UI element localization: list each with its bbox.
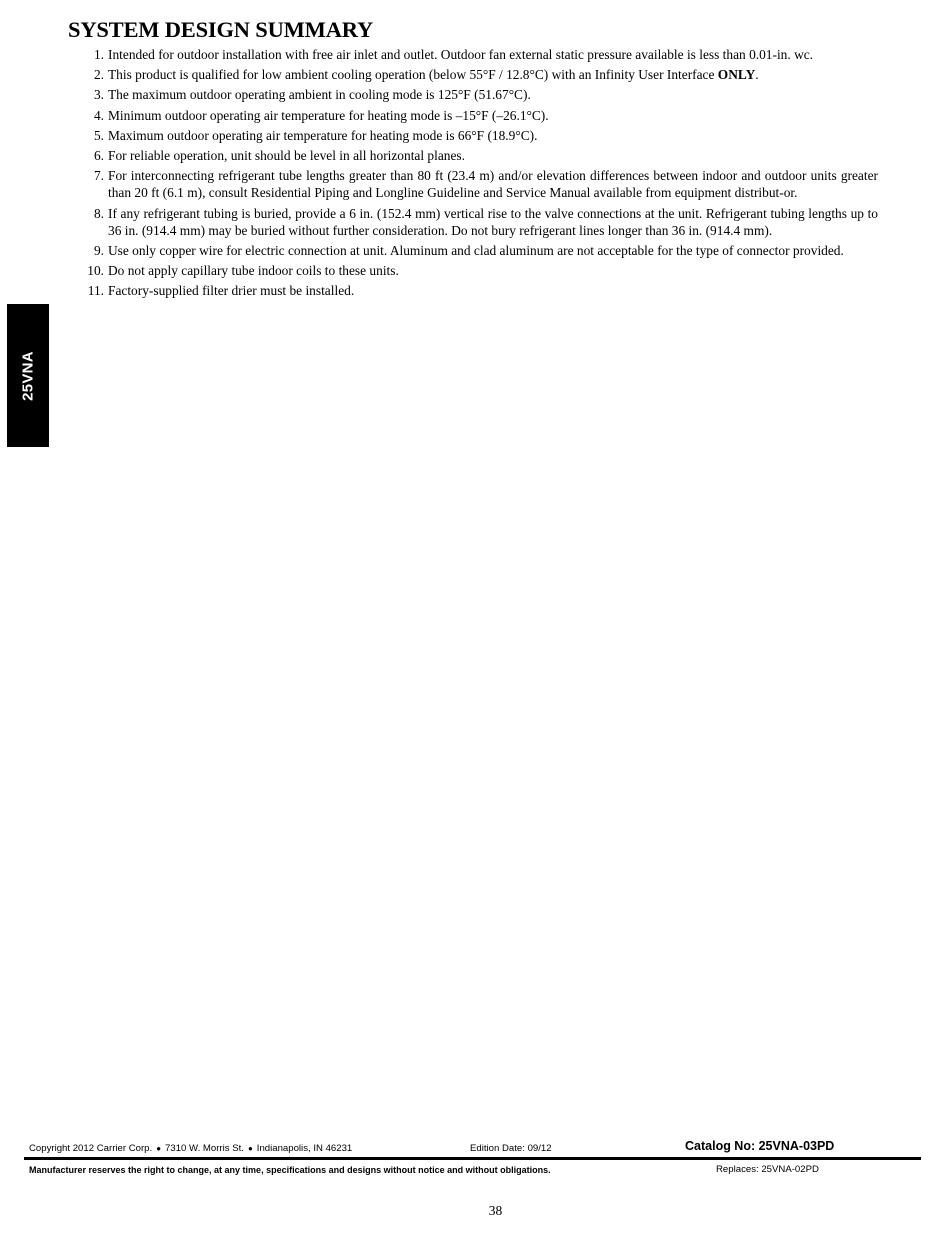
side-tab-label: 25VNA bbox=[19, 350, 37, 401]
footer-divider bbox=[24, 1157, 921, 1160]
address-city: Indianapolis, IN 46231 bbox=[256, 1143, 353, 1154]
page-number: 38 bbox=[488, 1203, 503, 1218]
list-item-text: For interconnecting refrigerant tube lengths greater than 80 ft (23.4 m) and/or elevation differences between indoor and outdoor units greater than 20 ft (6.1 m), consult Residential Piping and Longline Guideline and Service Manual available from equipment distribut-or. bbox=[108, 168, 878, 201]
list-item-text: For reliable operation, unit should be level in all horizontal planes. bbox=[108, 148, 465, 164]
list-item bbox=[68, 107, 878, 124]
replaces-catalog: Replaces: 25VNA-02PD bbox=[716, 1164, 819, 1175]
footer-copyright bbox=[29, 1143, 352, 1154]
list-item bbox=[68, 262, 878, 279]
list-item-number: 4. bbox=[93, 107, 104, 123]
list-item-text: Minimum outdoor operating air temperature for heating mode is –15°F (–26.1°C). bbox=[108, 107, 549, 123]
list-item bbox=[68, 127, 878, 144]
design-summary-list bbox=[68, 46, 878, 303]
list-item bbox=[68, 86, 878, 103]
list-item bbox=[68, 242, 878, 259]
list-item-text: This product is qualified for low ambient cooling operation (below 55°F / 12.8°C) with an Infinity User Interface bbox=[108, 67, 718, 83]
edition-date: Edition Date: 09/12 bbox=[470, 1143, 552, 1154]
list-item-number: 9. bbox=[93, 243, 104, 259]
list-item-number: 10. bbox=[87, 263, 104, 279]
bullet-icon: ● bbox=[156, 1144, 162, 1153]
list-item-text: Maximum outdoor operating air temperature for heating mode is 66°F (18.9°C). bbox=[108, 127, 538, 143]
list-item bbox=[68, 205, 878, 239]
list-item bbox=[68, 46, 878, 63]
list-item-text-end: . bbox=[755, 67, 759, 83]
list-item-emphasis: ONLY bbox=[717, 67, 756, 83]
list-item-number: 8. bbox=[93, 205, 104, 221]
catalog-number: Catalog No: 25VNA-03PD bbox=[685, 1139, 835, 1153]
page-title: SYSTEM DESIGN SUMMARY bbox=[68, 17, 374, 42]
list-item-number: 6. bbox=[93, 148, 104, 164]
list-item bbox=[68, 66, 878, 83]
list-item-text: Intended for outdoor installation with free air inlet and outlet. Outdoor fan external static pressure available is less than 0.01-in. wc. bbox=[108, 47, 814, 62]
bullet-icon: ● bbox=[247, 1144, 253, 1153]
list-item-text: Do not apply capillary tube indoor coils to these units. bbox=[108, 263, 399, 279]
list-item-number: 3. bbox=[93, 87, 104, 103]
list-item-number: 1. bbox=[93, 47, 104, 62]
list-item-number: 7. bbox=[93, 168, 104, 184]
list-item bbox=[68, 282, 878, 299]
list-item-number: 5. bbox=[93, 127, 104, 143]
list-item-text: The maximum outdoor operating ambient in cooling mode is 125°F (51.67°C). bbox=[108, 87, 531, 103]
list-item-number: 2. bbox=[93, 67, 104, 83]
list-item bbox=[68, 167, 878, 201]
copyright-text: Copyright 2012 Carrier Corp. bbox=[29, 1143, 153, 1154]
list-item-text: Factory-supplied filter drier must be installed. bbox=[108, 283, 355, 299]
list-item-number: 11. bbox=[87, 283, 104, 299]
product-side-tab bbox=[7, 304, 49, 447]
footer-disclaimer: Manufacturer reserves the right to change, at any time, specifications and designs without notice and without obligations. bbox=[29, 1165, 551, 1175]
list-item bbox=[68, 147, 878, 164]
list-item-text: Use only copper wire for electric connection at unit. Aluminum and clad aluminum are not acceptable for the type of connector provided. bbox=[108, 243, 844, 259]
address-street: 7310 W. Morris St. bbox=[165, 1143, 244, 1154]
list-item-text: If any refrigerant tubing is buried, provide a 6 in. (152.4 mm) vertical rise to the valve connections at the unit. Refrigerant tubing lengths up to 36 in. (914.4 mm) may be buried without further consideration. Do not bury refrigerant lines longer than 36 in. (914.4 mm). bbox=[108, 205, 878, 238]
